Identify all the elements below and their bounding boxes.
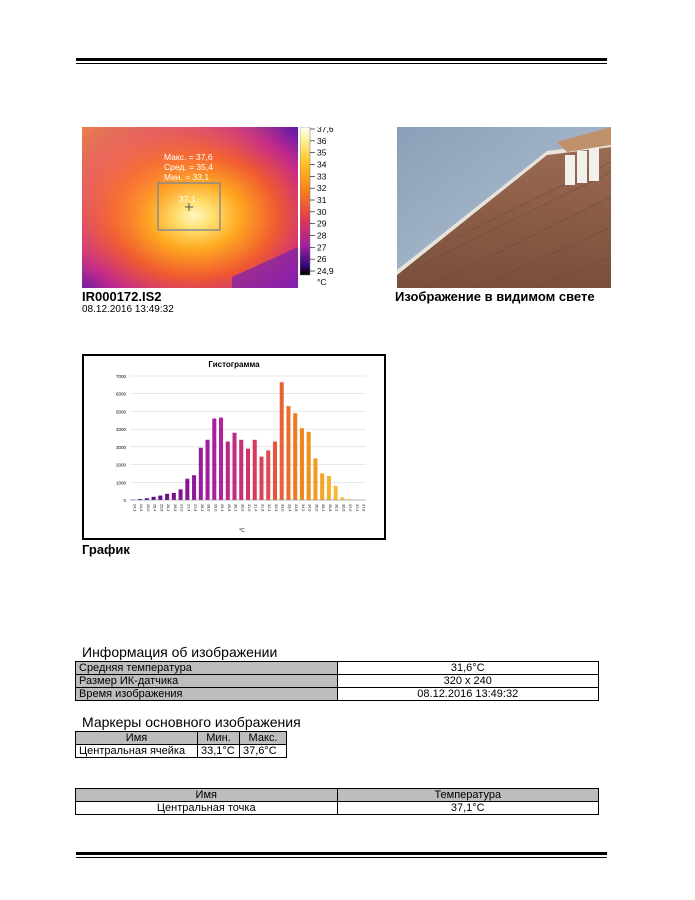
points-row-temp: 37,1°C bbox=[337, 802, 599, 815]
histogram-x-tick: 33,4 bbox=[287, 504, 292, 512]
histogram-y-tick: 0 bbox=[123, 498, 126, 503]
histogram-x-tick: 31,0 bbox=[247, 504, 251, 512]
points-col-name: Имя bbox=[76, 789, 338, 802]
histogram-x-tick: 28,6 bbox=[206, 504, 211, 512]
histogram-bar bbox=[313, 458, 317, 500]
image-info-row bbox=[76, 675, 599, 688]
histogram-x-tick: 30,2 bbox=[233, 504, 238, 512]
histogram-bar bbox=[286, 406, 290, 500]
histogram-y-tick: 3000 bbox=[115, 444, 126, 450]
scale-tick-label: 31 bbox=[317, 195, 327, 205]
histogram-bar bbox=[300, 428, 304, 500]
histogram-x-tick: 28,2 bbox=[199, 504, 204, 512]
histogram-x-tick: 26,2 bbox=[166, 504, 171, 512]
histogram-bar bbox=[232, 433, 236, 500]
histogram-x-tick: 34,2 bbox=[300, 504, 305, 512]
histogram-x-tick: 37,0 bbox=[348, 504, 353, 512]
scale-tick-label: 33 bbox=[317, 171, 327, 182]
points-row-name: Центральная точка bbox=[76, 802, 338, 815]
histogram-x-tick: 37,4 bbox=[354, 504, 359, 512]
thermal-filename: IR000172.IS2 bbox=[82, 289, 162, 304]
histogram-bar bbox=[307, 432, 311, 500]
image-info-row bbox=[76, 662, 599, 675]
image-info-label: Размер ИК-датчика bbox=[76, 675, 338, 688]
histogram-x-tick: 35,0 bbox=[314, 504, 319, 512]
histogram-bar bbox=[327, 476, 331, 500]
markers-row-min: 33,1°C bbox=[198, 745, 240, 758]
histogram-bar bbox=[206, 440, 210, 500]
scale-tick-label: 30 bbox=[317, 206, 327, 217]
histogram-x-tick: 25,0 bbox=[145, 504, 150, 512]
histogram-y-tick: 5000 bbox=[115, 409, 126, 415]
overlay-max: Макс. = 37,6 bbox=[164, 152, 213, 162]
histogram-x-tick: 27,4 bbox=[186, 504, 191, 512]
scale-tick-label: 36 bbox=[317, 135, 327, 146]
scale-tick-label: 37,6 bbox=[317, 127, 334, 134]
scale-tick-label: 29 bbox=[317, 218, 327, 229]
histogram-x-tick: 24,2 bbox=[132, 504, 137, 512]
histogram-x-tick: 27,8 bbox=[193, 504, 198, 512]
histogram-bar bbox=[152, 497, 156, 500]
histogram-bar bbox=[179, 489, 183, 500]
histogram-x-tick: 27,0 bbox=[179, 504, 184, 512]
histogram-x-tick: 30,6 bbox=[240, 504, 245, 512]
histogram-y-tick: 6000 bbox=[115, 391, 126, 397]
scale-tick-label: 34 bbox=[317, 159, 327, 170]
histogram-bar bbox=[239, 440, 243, 500]
markers-col-name: Имя bbox=[76, 732, 198, 745]
histogram-x-tick: 24,6 bbox=[139, 504, 144, 512]
markers-row-name: Центральная ячейка bbox=[76, 745, 198, 758]
histogram-title: Гистограмма bbox=[208, 360, 260, 369]
histogram-x-tick: 31,8 bbox=[260, 504, 265, 512]
image-info-row bbox=[76, 688, 599, 701]
histogram-bar bbox=[266, 450, 270, 500]
overlay-center-value: 37,1 bbox=[179, 194, 196, 204]
image-info-label: Средняя температура bbox=[76, 662, 338, 675]
histogram-bar bbox=[199, 448, 203, 500]
histogram-bar bbox=[172, 493, 176, 500]
thermal-image-graphic bbox=[82, 127, 298, 288]
overlay-avg: Сред. = 35,4 bbox=[164, 162, 213, 172]
visible-light-graphic bbox=[397, 127, 611, 288]
histogram-x-tick: 33,0 bbox=[280, 504, 285, 512]
points-col-temp: Температура bbox=[337, 789, 599, 802]
histogram-bar bbox=[259, 457, 263, 500]
image-info-label: Время изображения bbox=[76, 688, 338, 701]
histogram-x-tick: 29,4 bbox=[220, 504, 225, 512]
histogram-x-tick: 25,4 bbox=[152, 504, 157, 512]
histogram-bar bbox=[340, 497, 344, 500]
histogram-bar bbox=[212, 419, 216, 500]
histogram-bar bbox=[293, 413, 297, 500]
histogram-x-tick: 31,4 bbox=[253, 504, 258, 512]
bottom-rule bbox=[76, 852, 607, 858]
image-info-value: 31,6°C bbox=[337, 662, 599, 675]
scale-tick-label: 24,9 bbox=[317, 266, 334, 276]
markers-heading: Маркеры основного изображения bbox=[82, 714, 301, 730]
histogram-bar bbox=[273, 442, 277, 500]
histogram-bar bbox=[253, 440, 257, 500]
visible-light-image bbox=[397, 127, 611, 288]
histogram-x-tick: 26,6 bbox=[172, 504, 177, 512]
points-table bbox=[75, 788, 599, 815]
markers-row-max: 37,6°C bbox=[240, 745, 287, 758]
image-info-table bbox=[75, 661, 599, 701]
histogram-bar bbox=[158, 496, 162, 500]
histogram-y-tick: 4000 bbox=[115, 427, 126, 433]
scale-tick-label: 28 bbox=[317, 230, 327, 241]
scale-tick-label: 27 bbox=[317, 242, 327, 253]
top-rule bbox=[76, 58, 607, 64]
color-scale bbox=[300, 127, 352, 288]
color-scale-graphic bbox=[300, 127, 352, 288]
image-info-value: 320 x 240 bbox=[337, 675, 599, 688]
histogram-x-tick: 29,0 bbox=[213, 504, 218, 512]
histogram-y-tick: 2000 bbox=[115, 462, 126, 468]
visible-caption: Изображение в видимом свете bbox=[395, 289, 595, 304]
histogram-bar bbox=[219, 418, 223, 500]
histogram-x-tick: 36,6 bbox=[341, 504, 346, 512]
histogram-bar bbox=[185, 479, 189, 500]
histogram-bar bbox=[226, 442, 230, 500]
scale-tick-label: 32 bbox=[317, 183, 327, 194]
histogram-x-tick: 36,2 bbox=[334, 504, 339, 512]
histogram-x-tick: 35,4 bbox=[321, 504, 326, 512]
overlay-min: Мин. = 33,1 bbox=[164, 172, 210, 182]
markers-col-max: Макс. bbox=[240, 732, 287, 745]
scale-tick-label: 35 bbox=[317, 147, 327, 158]
thermal-image bbox=[82, 127, 298, 288]
histogram-x-tick: 29,8 bbox=[226, 504, 231, 512]
thermal-datetime: 08.12.2016 13:49:32 bbox=[82, 304, 174, 315]
scale-unit: °C bbox=[317, 277, 327, 287]
histogram-x-tick: 32,6 bbox=[273, 504, 278, 512]
histogram-svg bbox=[84, 356, 384, 538]
histogram-chart bbox=[82, 354, 386, 540]
histogram-y-tick: 1000 bbox=[115, 480, 126, 486]
histogram-bar bbox=[334, 486, 338, 500]
graph-caption: График bbox=[82, 542, 130, 557]
histogram-x-tick: 25,8 bbox=[159, 504, 164, 512]
histogram-bar bbox=[280, 382, 284, 500]
markers-table bbox=[75, 731, 287, 758]
histogram-x-tick: 33,8 bbox=[294, 504, 299, 512]
image-info-value: 08.12.2016 13:49:32 bbox=[337, 688, 599, 701]
histogram-x-unit: °C bbox=[239, 528, 245, 534]
histogram-bar bbox=[192, 475, 196, 500]
histogram-bar bbox=[165, 494, 169, 500]
histogram-x-tick: 35,8 bbox=[327, 504, 332, 512]
markers-col-min: Мин. bbox=[198, 732, 240, 745]
image-info-heading: Информация об изображении bbox=[82, 644, 278, 660]
histogram-x-tick: 37,8 bbox=[361, 504, 366, 512]
histogram-bar bbox=[320, 473, 324, 500]
histogram-y-tick: 7000 bbox=[115, 374, 126, 379]
histogram-bar bbox=[246, 449, 250, 500]
scale-tick-label: 26 bbox=[317, 254, 327, 265]
histogram-x-tick: 34,6 bbox=[307, 504, 312, 512]
histogram-x-tick: 32,2 bbox=[267, 504, 272, 512]
